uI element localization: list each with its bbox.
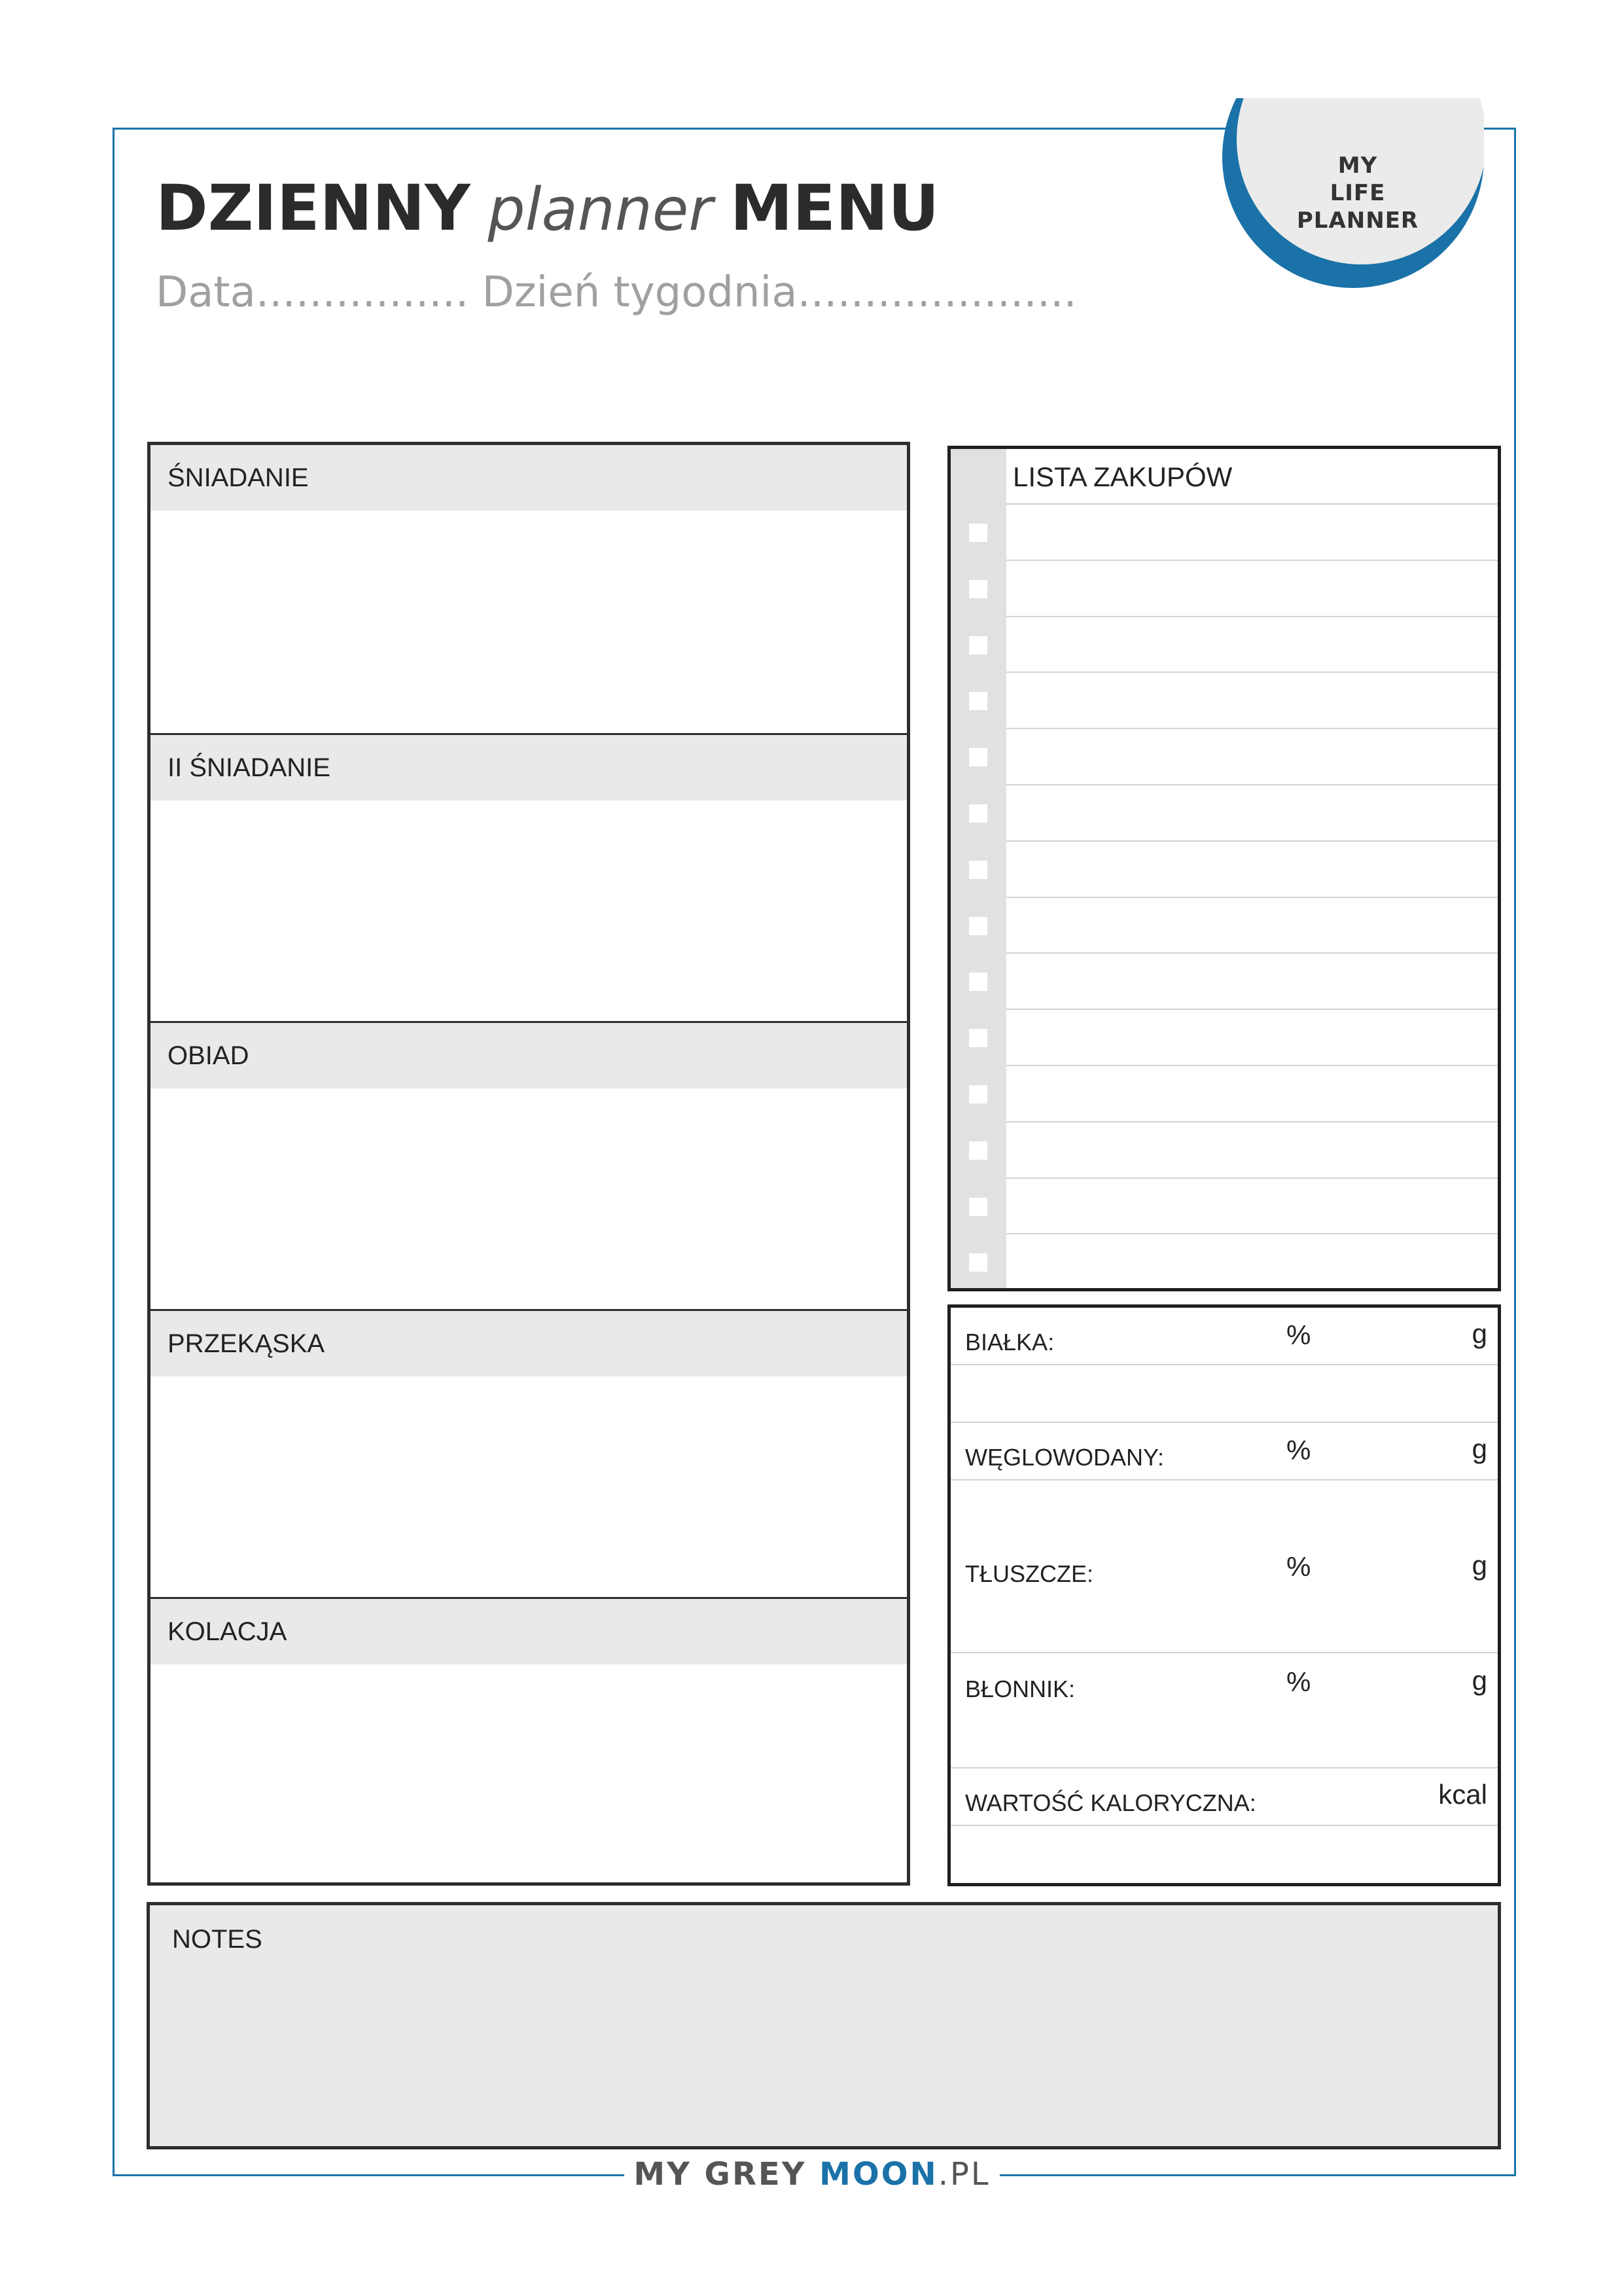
nutrition-row-blonnik[interactable]: [951, 1653, 1498, 1711]
checkbox[interactable]: [969, 973, 987, 991]
percent-sign: %: [1286, 1435, 1311, 1465]
notes-box[interactable]: [147, 1902, 1501, 2149]
nutrition-panel: [947, 1304, 1501, 1886]
nutrition-blank-row[interactable]: [951, 1596, 1498, 1653]
shopping-item-row[interactable]: [951, 1179, 1498, 1235]
page-title: [156, 171, 939, 245]
title-planner: planner: [487, 175, 713, 244]
nutrition-blank-row[interactable]: [951, 1711, 1498, 1768]
shopping-item-row[interactable]: [951, 673, 1498, 729]
meal-header: ŚNIADANIE: [150, 445, 907, 511]
title-menu: MENU: [730, 171, 940, 245]
shopping-list-title: LISTA ZAKUPÓW: [1006, 449, 1498, 505]
shopping-item-row[interactable]: [951, 1010, 1498, 1066]
checkbox[interactable]: [969, 580, 987, 598]
date-line[interactable]: Data................ Dzień tygodnia.....................: [156, 268, 1077, 317]
meal-header: KOLACJA: [150, 1599, 907, 1664]
gram-unit: g: [1472, 1550, 1487, 1581]
title-dzienny: DZIENNY: [156, 171, 470, 245]
shopping-item-row[interactable]: [951, 954, 1498, 1010]
footer-brand-moon: MOON: [819, 2156, 938, 2193]
gram-unit: g: [1472, 1433, 1487, 1464]
shopping-item-row[interactable]: [951, 561, 1498, 617]
gram-unit: g: [1472, 1318, 1487, 1349]
meal-header: II ŚNIADANIE: [150, 735, 907, 800]
checkbox[interactable]: [969, 1085, 987, 1103]
nutrition-label: WARTOŚĆ KALORYCZNA:: [965, 1789, 1256, 1816]
checkbox[interactable]: [969, 1198, 987, 1216]
footer: [0, 2155, 1624, 2194]
shopping-item-row[interactable]: [951, 1066, 1498, 1122]
checkbox[interactable]: [969, 917, 987, 935]
kcal-unit: kcal: [1438, 1779, 1487, 1810]
notes-label: NOTES: [172, 1925, 262, 1954]
nutrition-label: WĘGLOWODANY:: [965, 1444, 1165, 1471]
checkbox[interactable]: [969, 1253, 987, 1272]
nutrition-row-weglowodany[interactable]: [951, 1423, 1498, 1480]
shopping-list: [947, 446, 1501, 1291]
percent-sign: %: [1286, 1666, 1311, 1697]
nutrition-label: TŁUSZCZE:: [965, 1560, 1094, 1587]
meals-panel: [147, 442, 910, 1886]
checkbox[interactable]: [969, 1141, 987, 1160]
nutrition-row-kalorie[interactable]: [951, 1768, 1498, 1826]
shopping-item-row[interactable]: [951, 898, 1498, 954]
footer-brand: [624, 2155, 999, 2194]
meal-section-ii-sniadanie[interactable]: [150, 733, 907, 1023]
nutrition-label: BIAŁKA:: [965, 1329, 1055, 1355]
checkbox[interactable]: [969, 748, 987, 766]
shopping-item-row[interactable]: [951, 842, 1498, 898]
gram-unit: g: [1472, 1665, 1487, 1696]
nutrition-row-tluszcze[interactable]: [951, 1538, 1498, 1596]
checkbox[interactable]: [969, 1029, 987, 1047]
meal-section-sniadanie[interactable]: [150, 445, 907, 733]
percent-sign: %: [1286, 1551, 1311, 1582]
checkbox[interactable]: [969, 524, 987, 542]
checkbox[interactable]: [969, 692, 987, 710]
meal-section-kolacja[interactable]: [150, 1597, 907, 1887]
nutrition-blank-row[interactable]: [951, 1826, 1498, 1884]
shopping-item-row[interactable]: [951, 505, 1498, 561]
shopping-item-row[interactable]: [951, 785, 1498, 842]
meal-section-przekaska[interactable]: [150, 1309, 907, 1599]
nutrition-label: BŁONNIK:: [965, 1676, 1076, 1702]
badge-line-2: LIFE: [1330, 180, 1386, 206]
badge-text: [1276, 152, 1439, 234]
shopping-item-row[interactable]: [951, 1234, 1498, 1291]
shopping-item-row[interactable]: [951, 1122, 1498, 1179]
shopping-item-row[interactable]: [951, 617, 1498, 673]
percent-sign: %: [1286, 1319, 1311, 1350]
footer-brand-part1: MY GREY: [633, 2156, 820, 2193]
checkbox[interactable]: [969, 861, 987, 879]
nutrition-blank-row[interactable]: [951, 1480, 1498, 1538]
shopping-item-row[interactable]: [951, 729, 1498, 785]
nutrition-row-bialka[interactable]: [951, 1308, 1498, 1365]
meal-header: PRZEKĄSKA: [150, 1311, 907, 1376]
footer-brand-pl: .PL: [938, 2156, 991, 2193]
badge-line-1: MY: [1337, 152, 1378, 179]
checkbox[interactable]: [969, 636, 987, 655]
meal-section-obiad[interactable]: [150, 1021, 907, 1311]
badge-line-3: PLANNER: [1296, 207, 1419, 234]
checkbox[interactable]: [969, 804, 987, 823]
nutrition-blank-row[interactable]: [951, 1365, 1498, 1423]
meal-header: OBIAD: [150, 1023, 907, 1088]
